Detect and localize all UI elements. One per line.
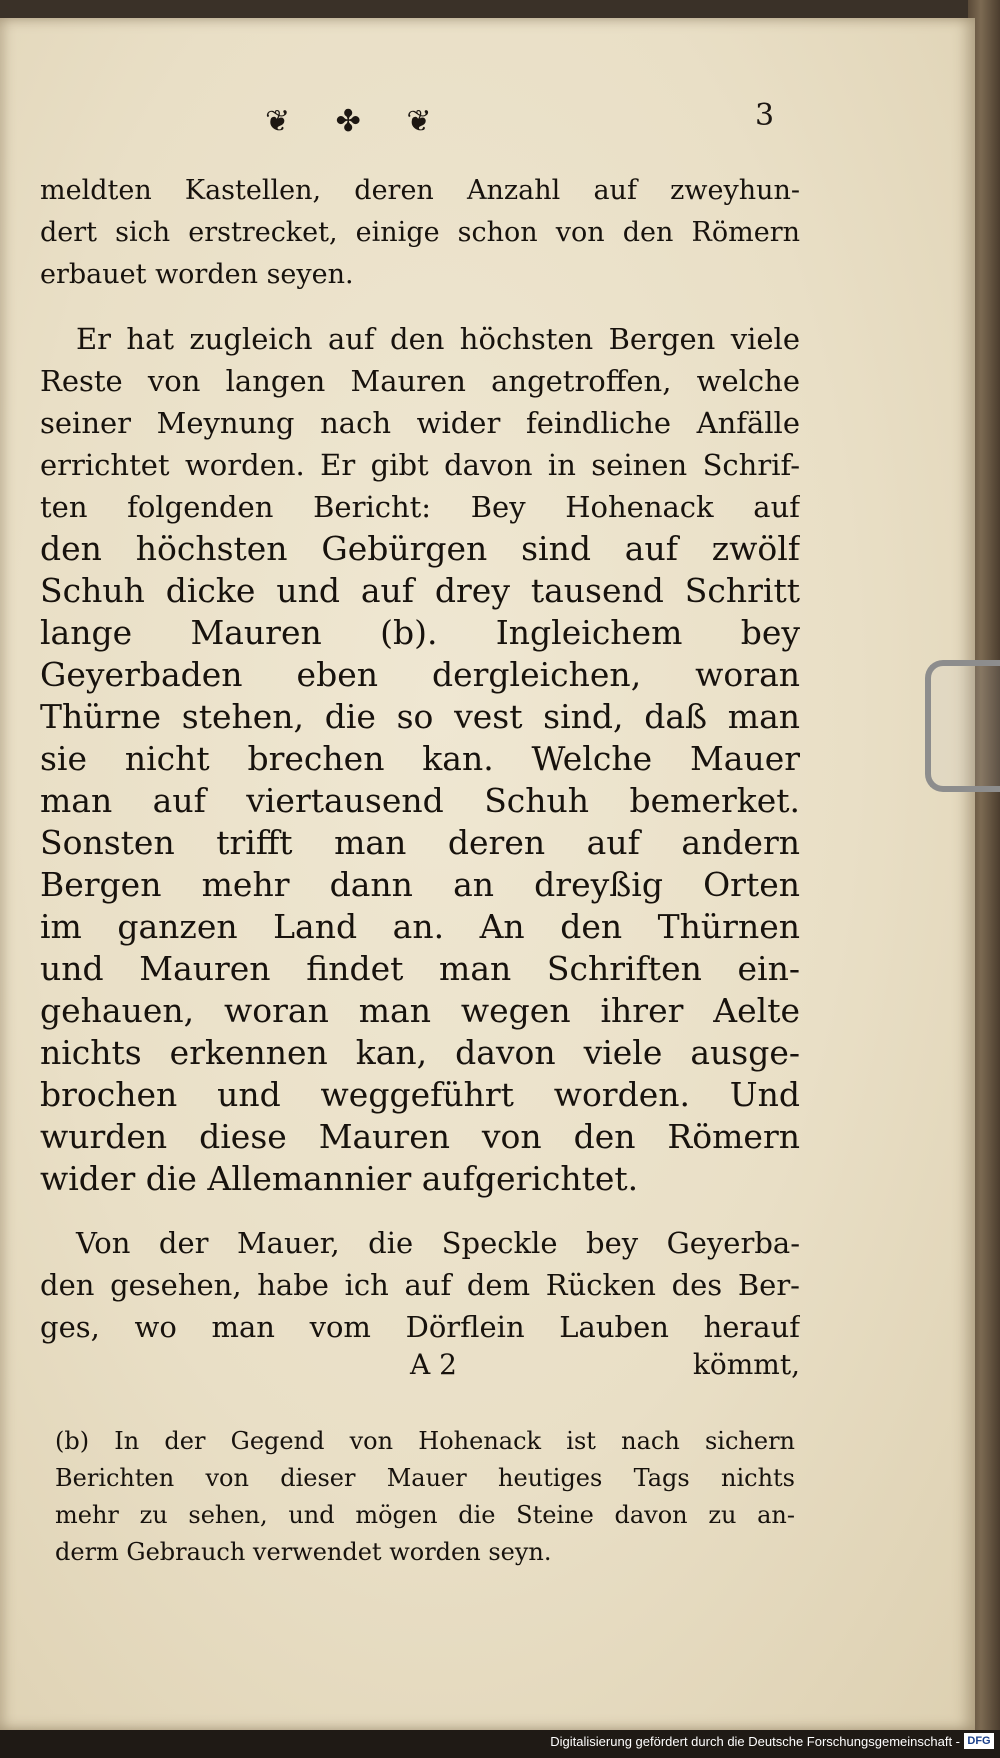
text-line: Sonsten trifft man deren auf andern [40,823,800,862]
paragraph-3 [40,1222,800,1390]
text-line: ten folgenden Bericht: Bey Hohenack auf [40,490,800,524]
text-line: den höchsten Gebürgen sind auf zwölf [40,529,800,568]
footnote-line: Berichten von dieser Mauer heutiges Tags nichts [55,1464,795,1492]
dfg-logo: DFG [964,1733,994,1749]
footnote-line: mehr zu sehen, und mögen die Steine davon zu an- [55,1501,795,1529]
signature-mark: A 2 [410,1348,457,1381]
footnote-line: derm Gebrauch verwendet worden seyn. [55,1538,552,1566]
page-header [0,90,975,150]
paragraph-2 [40,318,800,1200]
text-line: Schuh dicke und auf drey tausend Schritt [40,571,800,610]
header-ornament: ❦ ✤ ❦ [265,104,450,139]
text-line: Von der Mauer, die Speckle bey Geyerba- [76,1226,800,1260]
paragraph-1 [40,170,800,296]
text-line: Bergen mehr dann an dreyßig Orten [40,865,800,904]
text-line: brochen und weggeführt worden. Und [40,1075,800,1114]
text-line: Reste von langen Mauren angetroffen, welche [40,364,800,398]
book-page [0,18,975,1730]
text-line: gehauen, woran man wegen ihrer Aelte [40,991,800,1030]
footnote [55,1423,795,1571]
text-line: und Mauren findet man Schriften ein- [40,949,800,988]
text-line: meldten Kastellen, deren Anzahl auf zweyhun- [40,175,800,206]
text-line: im ganzen Land an. An den Thürnen [40,907,800,946]
footnote-line: (b) In der Gegend von Hohenack ist nach sichern [55,1427,795,1455]
catchword: kömmt, [692,1348,800,1381]
text-line: errichtet worden. Er gibt davon in seinen Schrif- [40,448,800,482]
text-line: sie nicht brechen kan. Welche Mauer [40,739,800,778]
text-line: erbauet worden seyen. [40,259,354,290]
scan-border-top [0,0,1000,20]
page-number: 3 [755,98,775,133]
text-line: seiner Meynung nach wider feindliche Anfälle [40,406,800,440]
text-line: dert sich erstrecket, einige schon von den Römern [40,217,800,248]
text-line: man auf viertausend Schuh bemerket. [40,781,800,820]
text-line: nichts erkennen kan, davon viele ausge- [40,1033,800,1072]
text-line: ges, wo man vom Dörflein Lauben herauf [40,1310,800,1344]
text-line: Er hat zugleich auf den höchsten Bergen viele [76,322,800,356]
text-line: Thürne stehen, die so vest sind, daß man [40,697,800,736]
text-line: Geyerbaden eben dergleichen, woran [40,655,800,694]
text-line: den gesehen, habe ich auf dem Rücken des Ber- [40,1268,800,1302]
digitization-credit: Digitalisierung gefördert durch die Deutsche Forschungsgemeinschaft - [550,1734,960,1749]
page-clip [925,660,1000,792]
signature-line [40,1348,800,1390]
main-text [40,170,800,1390]
footer-bar [0,1730,1000,1758]
text-line: wurden diese Mauren von den Römern [40,1117,800,1156]
text-line: wider die Allemannier aufgerichtet. [40,1159,639,1198]
text-line: lange Mauren (b). Ingleichem bey [40,613,800,652]
